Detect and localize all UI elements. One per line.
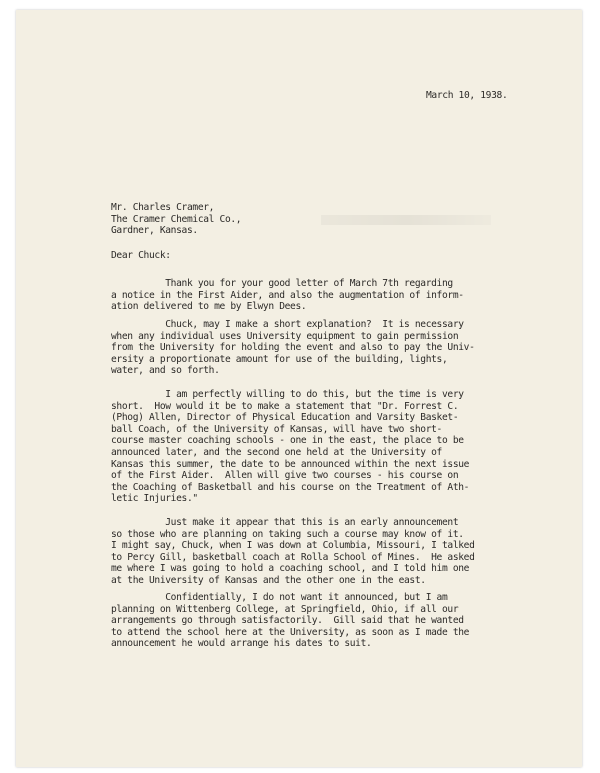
- recipient-address: [111, 202, 241, 237]
- paragraph-line: Confidentially, I do not want it announced, but I am: [111, 592, 448, 603]
- paragraph-line: planning on Wittenberg College, at Springfield, Ohio, if all our: [111, 603, 459, 615]
- recipient-name: Mr. Charles Cramer,: [111, 202, 215, 213]
- paragraph-line: ation delivered to me by Elwyn Dees.: [111, 301, 307, 313]
- bleed-through-mark: [321, 215, 491, 225]
- paragraph-line: to attend the school here at the University, as soon as I made the: [111, 626, 470, 638]
- paragraph-line: a notice in the First Aider, and also the augmentation of inform-: [111, 289, 464, 301]
- salutation: Dear Chuck:: [111, 250, 171, 261]
- paragraph-5: [111, 592, 469, 650]
- paragraph-line: I am perfectly willing to do this, but the time is very: [111, 389, 464, 400]
- paragraph-line: so those who are planning on taking such a course may know of it.: [111, 528, 464, 540]
- paragraph-line: Kansas this summer, the date to be announced within the next issue: [111, 458, 470, 470]
- paragraph-2: [111, 319, 475, 377]
- paragraph-line: (Phog) Allen, Director of Physical Education and Varsity Basket-: [111, 412, 459, 424]
- paragraph-1: [111, 278, 464, 313]
- paragraph-line: Just make it appear that this is an early announcement: [111, 517, 459, 528]
- paragraph-4: [111, 517, 475, 587]
- letter-page: [16, 10, 582, 767]
- paragraph-3: [111, 389, 469, 505]
- paragraph-line: water, and so forth.: [111, 365, 220, 377]
- paragraph-line: the Coaching of Basketball and his course on the Treatment of Ath-: [111, 481, 470, 493]
- paragraph-line: ersity a proportionate amount for use of the building, lights,: [111, 353, 448, 365]
- paragraph-line: Thank you for your good letter of March 7th regarding: [111, 278, 453, 289]
- paragraph-line: me where I was going to hold a coaching school, and I told him one: [111, 563, 470, 575]
- paragraph-line: I might say, Chuck, when I was down at Columbia, Missouri, I talked: [111, 540, 475, 552]
- paragraph-line: of the First Aider. Allen will give two courses - his course on: [111, 470, 459, 482]
- paragraph-line: short. How would it be to make a statement that "Dr. Forrest C.: [111, 400, 459, 412]
- paragraph-line: when any individual uses University equipment to gain permission: [111, 330, 459, 342]
- paragraph-line: letic Injuries.": [111, 493, 198, 505]
- paragraph-line: arrangements go through satisfactorily. Gill said that he wanted: [111, 615, 464, 627]
- paragraph-line: announced later, and the second one held at the University of: [111, 446, 442, 458]
- paragraph-line: course master coaching schools - one in the east, the place to be: [111, 435, 464, 447]
- paragraph-line: ball Coach, of the University of Kansas, will have two short-: [111, 423, 442, 435]
- letter-date: March 10, 1938.: [426, 90, 508, 101]
- recipient-city: Gardner, Kansas.: [111, 225, 198, 237]
- paragraph-line: from the University for holding the event and also to pay the Univ-: [111, 342, 475, 354]
- paragraph-line: to Percy Gill, basketball coach at Rolla School of Mines. He asked: [111, 551, 475, 563]
- paragraph-line: announcement he would arrange his dates to suit.: [111, 638, 372, 650]
- recipient-company: The Cramer Chemical Co.,: [111, 213, 242, 225]
- paragraph-line: Chuck, may I make a short explanation? It is necessary: [111, 319, 464, 330]
- paragraph-line: at the University of Kansas and the other one in the east.: [111, 574, 426, 586]
